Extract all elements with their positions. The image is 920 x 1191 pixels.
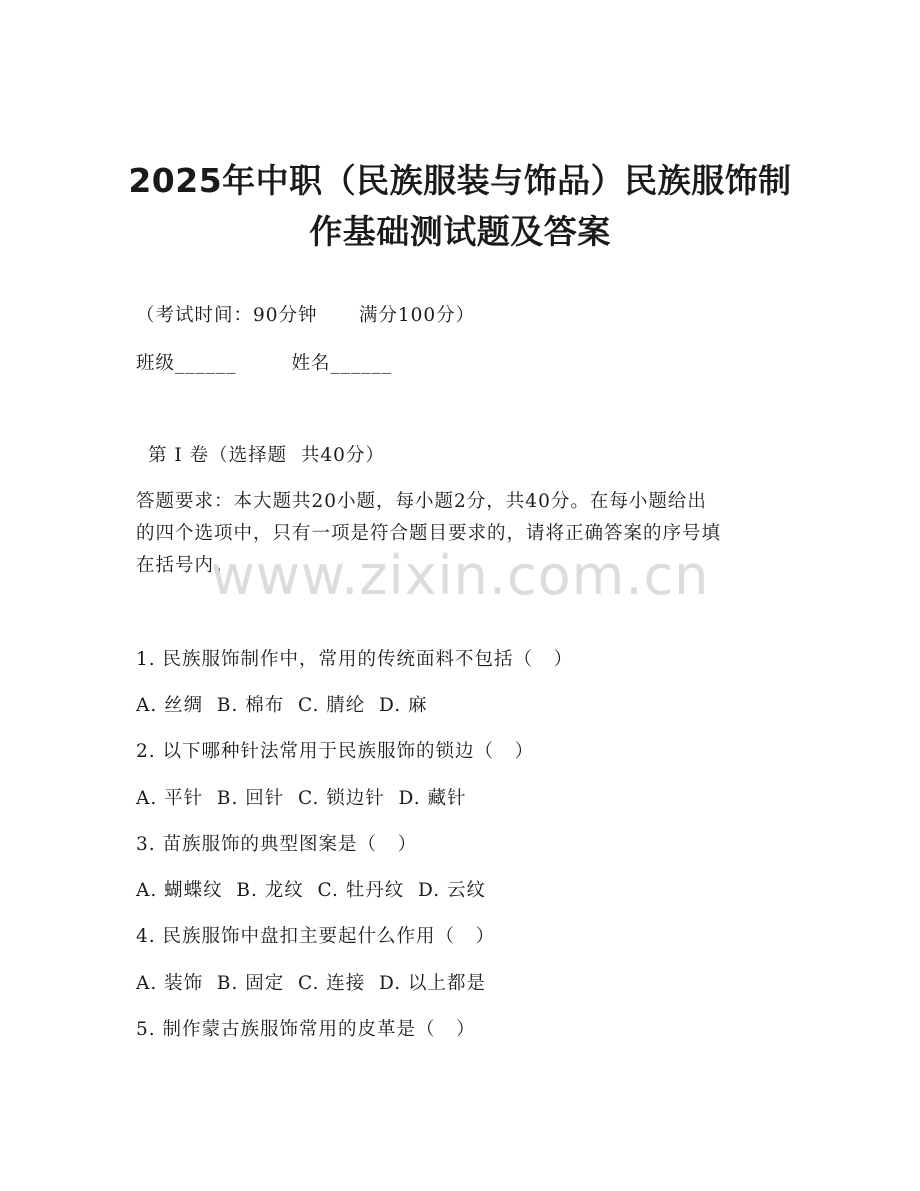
question-4-options: A. 装饰 B. 固定 C. 连接 D. 以上都是: [136, 973, 486, 994]
question-3: 3. 苗族服饰的典型图案是（ ）: [136, 834, 418, 855]
question-2-options: A. 平针 B. 回针 C. 锁边针 D. 藏针: [136, 788, 467, 809]
instructions-line-3: 在括号内。: [136, 555, 234, 576]
question-1-options: A. 丝绸 B. 棉布 C. 腈纶 D. 麻: [136, 695, 428, 716]
document-title-line-2: 作基础测试题及答案: [309, 212, 611, 251]
instructions-line-1: 答题要求：本大题共20小题，每小题2分，共40分。在每小题给出: [136, 491, 707, 512]
question-5: 5. 制作蒙古族服饰常用的皮革是（ ）: [136, 1019, 476, 1040]
exam-info: （考试时间：90分钟 满分100分）: [136, 305, 476, 326]
question-2: 2. 以下哪种针法常用于民族服饰的锁边（ ）: [136, 741, 535, 762]
section-header: 第 I 卷（选择题 共40分）: [148, 445, 385, 466]
class-name-line: 班级______ 姓名______: [136, 353, 393, 374]
watermark: www.zixin.com.cn: [210, 544, 710, 607]
document-title-line-1: 2025年中职（民族服装与饰品）民族服饰制: [128, 161, 792, 200]
question-4: 4. 民族服饰中盘扣主要起什么作用（ ）: [136, 926, 496, 947]
question-1: 1. 民族服饰制作中，常用的传统面料不包括（ ）: [136, 649, 574, 670]
instructions-line-2: 的四个选项中，只有一项是符合题目要求的，请将正确答案的序号填: [136, 523, 722, 544]
question-3-options: A. 蝴蝶纹 B. 龙纹 C. 牡丹纹 D. 云纹: [136, 880, 486, 901]
